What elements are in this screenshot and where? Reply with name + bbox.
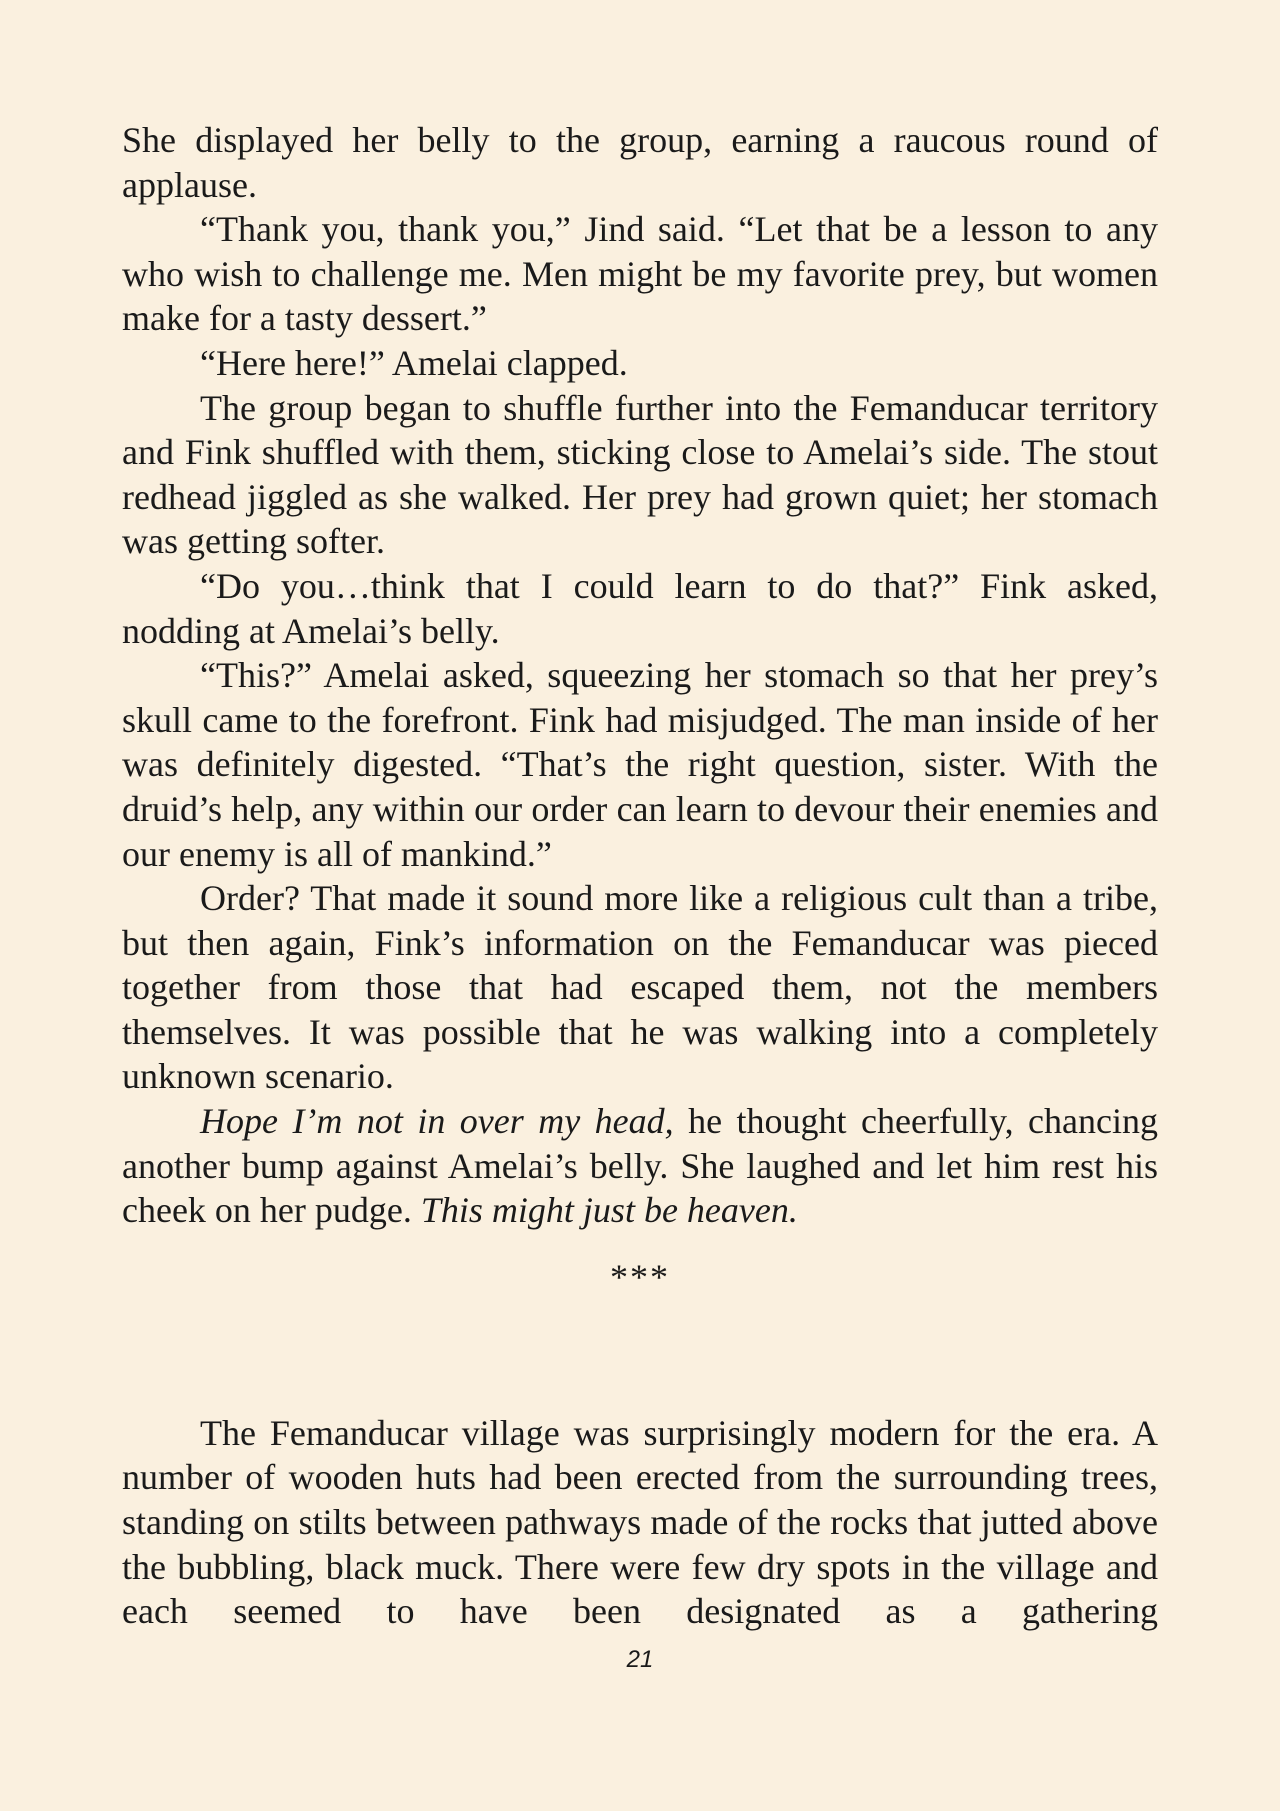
paragraph-8-text: he thought cheerfully, chancing another bump against Amelai’s belly. She laughed and let him rest his cheek on her pudge. — [122, 1101, 1158, 1231]
paragraph-5-text: “Do you…think that I could learn to do that?” Fink asked, nodding at Amelai’s belly. — [122, 565, 1158, 651]
page-body — [122, 118, 1158, 1634]
page-number: 21 — [626, 1646, 654, 1673]
paragraph-2 — [122, 207, 1158, 341]
paragraph-3-text: “Here here!” Amelai clapped. — [200, 342, 628, 383]
paragraph-6 — [122, 653, 1158, 876]
paragraph-4-text: The group began to shuffle further into the Femanducar territory and Fink shuffled with them, sticking close to Amelai’s side. The stout redhead jiggled as she walked. Her prey had grown quiet; her stomach was getting softer. — [122, 387, 1158, 562]
paragraph-2-text: “Thank you, thank you,” Jind said. “Let that be a lesson to any who wish to challenge me. Men might be my favorite prey, but women make for a tasty dessert.” — [122, 209, 1158, 339]
paragraph-7 — [122, 876, 1158, 1099]
paragraph-5 — [122, 564, 1158, 653]
paragraph-1-text: She displayed her belly to the group, earning a raucous round of applause. — [122, 120, 1158, 205]
paragraph-8-italic-closing: This might just be heaven. — [420, 1190, 798, 1231]
paragraph-3 — [122, 341, 1158, 386]
paragraph-8-italic-thought: Hope I’m not in over my head, — [200, 1101, 674, 1142]
paragraph-1 — [122, 118, 1158, 207]
paragraph-6-text: “This?” Amelai asked, squeezing her stomach so that her prey’s skull came to the forefront. Fink had misjudged. The man inside of her was definitely digested. “That’s the right question, sister. With the druid’s help, any within our order can learn to devour their enemies and our enemy is all of mankind.” — [122, 655, 1158, 874]
paragraph-8 — [122, 1099, 1158, 1233]
paragraph-9-text: The Femanducar village was surprisingly modern for the era. A number of wooden huts had been erected from the surrounding trees, standing on stilts between pathways made of the rocks that jutted above the bubbling, black muck. There were few dry spots in the village and each seemed to have been designated as a gathering — [122, 1412, 1158, 1632]
scene-break-separator: *** — [610, 1256, 670, 1297]
paragraph-7-text: Order? That made it sound more like a religious cult than a tribe, but then again, Fink’s information on the Femanducar was pieced together from those that had escaped them, not the members themselves. It was possible that he was walking into a completely unknown scenario. — [122, 878, 1158, 1097]
paragraph-9 — [122, 1411, 1158, 1634]
paragraph-4 — [122, 386, 1158, 564]
